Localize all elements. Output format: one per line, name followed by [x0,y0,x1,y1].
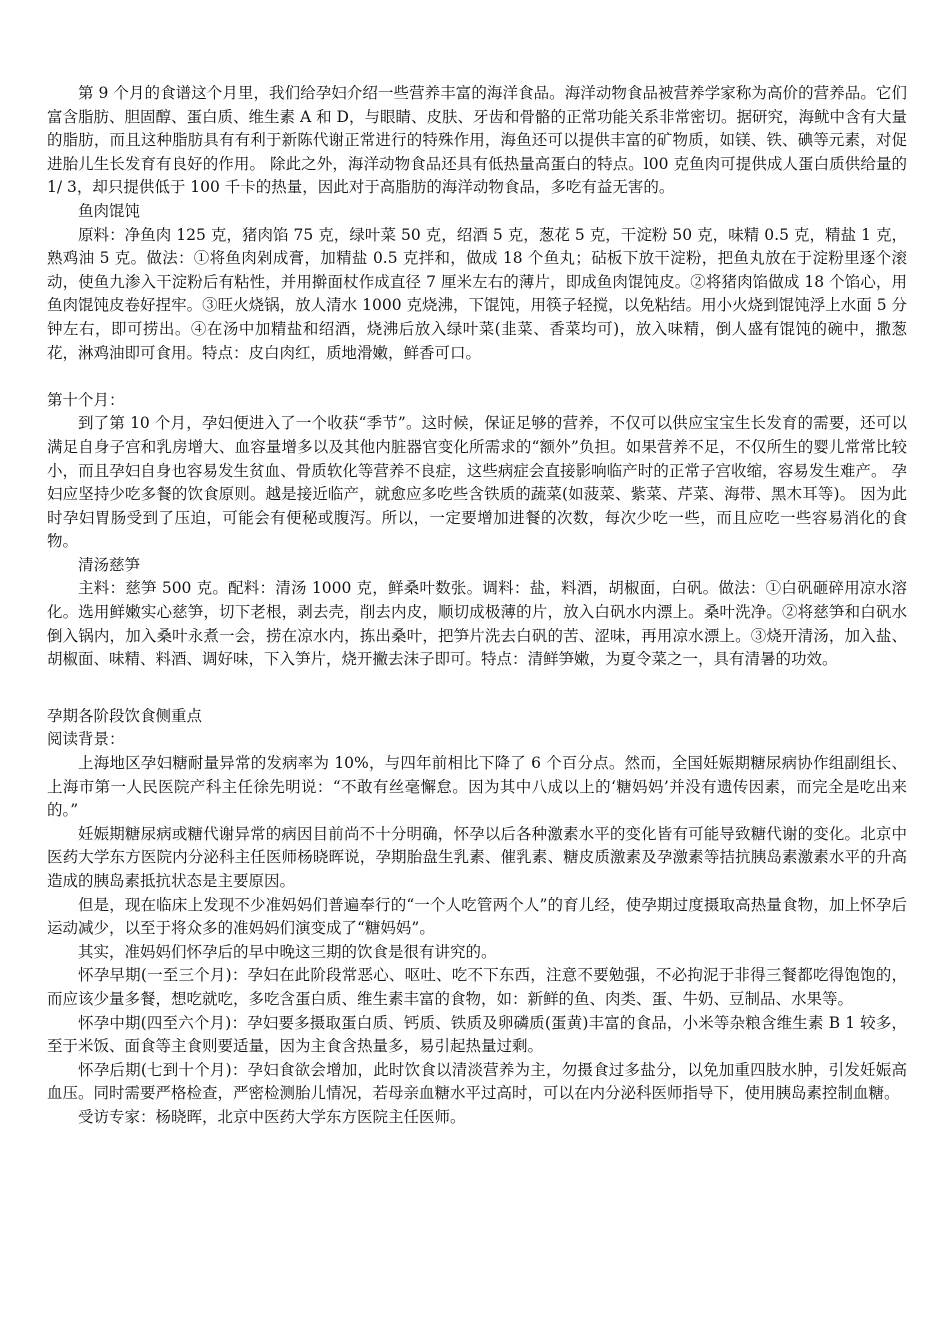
recipe-body-bamboo-soup: 主料：慈笋 500 克。配料：清汤 1000 克，鲜桑叶数张。调料：盐，料酒，胡椒面，白矾。做法：①白矾砸碎用凉水溶化。选用鲜嫩实心慈笋，切下老根，剥去壳，削去内皮，顺切成极薄的片，放入白矾水内漂上。桑叶洗净。②将慈笋和白矾水倒入锅内，加入桑叶永煮一会，捞在凉水内，拣出桑叶，把笋片洗去白矾的苦、涩味，再用凉水漂上。③烧开清汤，加入盐、胡椒面、味精、料酒、调好味，下入笋片，烧开撇去沫子即可。特点：清鲜笋嫩，为夏令菜之一，具有清暑的功效。 [47,579,907,669]
month9-intro: 第 9 个月的食谱这个月里，我们给孕妇介绍一些营养丰富的海洋食品。海洋动物食品被营养学家称为高价的营养品。它们富含脂肪、胆固醇、蛋白质、维生素 A 和 D，与眼睛、皮肤、牙齿和骨骼的正常功能关系非常密切。据研究，海鱿中含有大量的脂肪，而且这种脂肪具有有利于新陈代谢正常进行的特殊作用，海鱼还可以提供丰富的矿物质，如镁、铁、碘等元素，对促进胎儿生长发育有良好的作用。 除此之外，海洋动物食品还具有低热量高蛋白的特点。l00 克鱼肉可提供成人蛋白质供给量的 1/ 3，却只提供低于 100 千卡的热量，因此对于高脂肪的海洋动物食品，多吃有益无害的。 [47,84,907,197]
stages-heading: 孕期各阶段饮食侧重点 [47,706,203,725]
document-page [47,82,907,1130]
early-pregnancy-paragraph: 怀孕早期(一至三个月)：孕妇在此阶段常恶心、呕吐、吃不下东西，注意不要勉强，不必拘泥于非得三餐都吃得饱饱的，而应该少量多餐，想吃就吃，多吃含蛋白质、维生素丰富的食物，如：新鲜的鱼、肉类、蛋、牛奶、豆制品、水果等。 [47,966,907,1008]
background-paragraph-2: 妊娠期糖尿病或糖代谢异常的病因目前尚不十分明确，怀孕以后各种激素水平的变化皆有可能导致糖代谢的变化。北京中医药大学东方医院内分泌科主任医师杨晓晖说，孕期胎盘生乳素、催乳素、糖皮质激素及孕激素等拮抗胰岛素激素水平的升高造成的胰岛素抵抗状态是主要原因。 [47,824,907,890]
spacer [47,672,907,705]
background-paragraph-3: 但是，现在临床上发现不少准妈妈们普遍奉行的“一个人吃管两个人”的育儿经，使孕期过度摄取高热量食物，加上怀孕后运动减少，以至于将众多的准妈妈们演变成了“糖妈妈”。 [47,895,907,938]
spacer [47,365,907,389]
recipe-body-fish-wonton: 原料：净鱼肉 125 克，猪肉馅 75 克，绿叶菜 50 克，绍酒 5 克，葱花 5 克，干淀粉 50 克，味精 0.5 克，精盐 1 克，熟鸡油 5 克。做法：①将鱼肉剁成膏，加精盐 0.5 克拌和，做成 18 个鱼丸；砧板下放干淀粉，把鱼丸放在于淀粉里逐个滚动，使鱼九渗入干淀粉后有粘性，并用擀面杖作成直径 7 厘米左右的薄片，即成鱼肉馄饨皮。②将猪肉馅做成 18 个馅心，用鱼肉馄饨皮卷好捏牢。③旺火烧锅，放人清水 1000 克烧沸，下馄饨，用筷子轻搅，以免粘结。用小火烧到馄饨浮上水面 5 分钟左右，即可捞出。④在汤中加精盐和绍酒，烧沸后放入绿叶菜(韭菜、香菜均可)，放入味精，倒人盛有馄饨的碗中，撒葱花，淋鸡油即可食用。特点：皮白肉红，质地滑嫩，鲜香可口。 [47,225,907,362]
recipe-title-fish-wonton: 鱼肉馄饨 [78,201,141,220]
late-pregnancy-paragraph: 怀孕后期(七到十个月)：孕妇食欲会增加，此时饮食以清淡营养为主，勿摄食过多盐分，以免加重四肢水肿，引发妊娠高血压。同时需要严格检查，严密检测胎儿情况，若母亲血糖水平过高时，可以在内分泌科医师指导下，使用胰岛素控制血糖。 [47,1060,907,1103]
background-paragraph-4: 其实，准妈妈们怀孕后的早中晚这三期的饮食是很有讲究的。 [78,942,497,961]
recipe-title-bamboo-soup: 清汤慈笋 [78,555,141,574]
expert-credit: 受访专家：杨晓晖，北京中医药大学东方医院主任医师。 [78,1107,466,1126]
middle-pregnancy-paragraph: 怀孕中期(四至六个月)：孕妇要多摄取蛋白质、钙质、铁质及卵磷质(蛋黄)丰富的食品，小米等杂粮含维生素 B 1 较多，至于米饭、面食等主食则要适量，因为主食含热量多，易引起热量过剩。 [47,1013,907,1056]
month10-intro: 到了第 10 个月，孕妇便进入了一个收获“季节”。这时候，保证足够的营养，不仅可以供应宝宝生长发育的需要，还可以满足自身子宫和乳房增大、血容量增多以及其他内脏器官变化所需求的“额外”负担。如果营养不足，不仅所生的婴儿常常比较小，而且孕妇自身也容易发生贫血、骨质软化等营养不良症，这些病症会直接影响临产时的正常子宫收缩，容易发生难产。 孕妇应坚持少吃多餐的饮食原则。越是接近临产，就愈应多吃些含铁质的蔬菜(如菠菜、紫菜、芹菜、海带、黑木耳等)。 因为此时孕妇胃肠受到了压迫，可能会有便秘或腹泻。所以，一定要增加进餐的次数，每次少吃一些，而且应吃一些容易消化的食物。 [47,414,907,551]
month10-heading: 第十个月： [47,390,125,409]
background-paragraph-1: 上海地区孕妇糖耐量异常的发病率为 10%，与四年前相比下降了 6 个百分点。然而，全国妊娠期糖尿病协作组副组长、上海市第一人民医院产科主任徐先明说：“不敢有丝毫懈怠。因为其中八成以上的‘糖妈妈’并没有遗传因素，而完全是吃出来的。” [47,754,907,820]
background-label: 阅读背景： [47,730,125,749]
